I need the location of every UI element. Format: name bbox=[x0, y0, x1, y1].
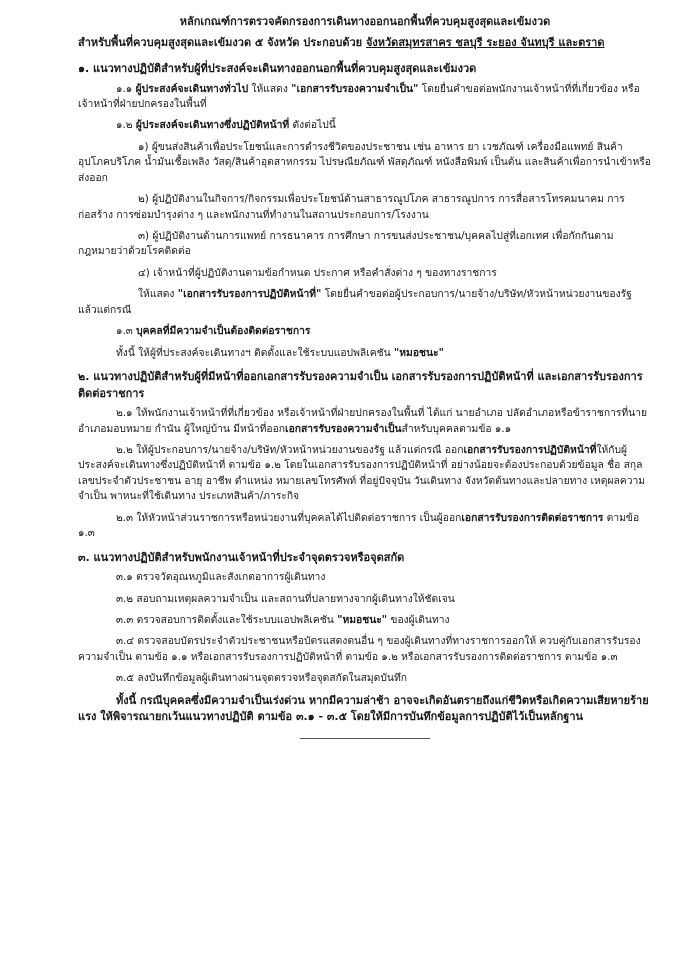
clause-text: ให้กับผู้ประสงค์จะเดินทางซึ่งปฏิบัติหน้าที่ ตามข้อ ๑.๒ โดยในเอกสารรับรองการปฏิบัติหน้าที่ อย่างน้อยจะต้องประกอบด้วยข้อมูล ชื่อ สกุล เลขประจำตัวประชาชน อายุ อาชีพ ตำแหน่ง หมายเลขโทรศัพท์ ที่อยู่ปัจจุบัน วันเดินทาง จังหวัดต้นทางและปลายทาง เหตุผลความจำเป็น พาหนะที่ใช้เดินทาง ประเภทสินค้า/ภาระกิจ bbox=[78, 443, 646, 503]
exception-note: ทั้งนี้ กรณีบุคคลซึ่งมีความจำเป็นเร่งด่วน หากมีความล่าช้า อาจจะเกิดอันตรายถึงแก่ชีวิตหรือเกิดความเสียหายร้ายแรง ให้พิจารณายกเว้นแนวทางปฏิบัติ ตามข้อ ๓.๑ - ๓.๕ โดยให้มีการบันทึกข้อมูลการปฏิบัติไว้เป็นหลักฐาน bbox=[78, 693, 649, 724]
subtitle-provinces: จังหวัดสมุทรสาคร ชลบุรี ระยอง จันทบุรี และตราด bbox=[365, 35, 605, 49]
clause-3-5: ๓.๕ ลงบันทึกข้อมูลผู้เดินทางผ่านจุดตรวจหรือจุดสกัดในสมุดบันทึก bbox=[116, 672, 407, 685]
app-name: "หมอชนะ" bbox=[337, 613, 388, 626]
clause-text: ให้แสดง bbox=[248, 82, 292, 95]
document-name: "เอกสารรับรองการปฏิบัติหน้าที่" bbox=[177, 288, 322, 301]
section-3-heading: ๓. แนวทางปฏิบัติสำหรับพนักงานเจ้าหน้าที่ประจำจุดตรวจหรือจุดสกัด bbox=[78, 550, 405, 564]
clause-text: ๓.๓ ตรวจสอบการติดตั้งและใช้ระบบแอปพลิเคชัน bbox=[116, 613, 338, 626]
clause-3-1: ๓.๑ ตรวจวัดอุณหภูมิและสังเกตอาการผู้เดินทาง bbox=[116, 571, 326, 584]
clause-number: ๑.๓ bbox=[116, 325, 137, 338]
clause-lead: บุคคลที่มีความจำเป็นต้องติดต่อราชการ bbox=[136, 325, 311, 338]
clause-1-1 bbox=[78, 82, 652, 113]
clause-text: โดยยื่นคำขอต่อพนักงานเจ้าหน้าที่ที่เกี่ยวข้อง หรือเจ้าหน้าที่ฝ่ายปกครองในพื้นที่ bbox=[78, 82, 640, 110]
app-requirement bbox=[78, 346, 652, 361]
clause-1-3 bbox=[78, 324, 652, 339]
clause-3-2: ๓.๒ สอบถามเหตุผลความจำเป็น และสถานที่ปลายทางจากผู้เดินทางให้ชัดเจน bbox=[116, 592, 455, 605]
clause-number: ๑.๑ bbox=[116, 82, 136, 95]
clause-text: โดยยื่นคำขอต่อผู้ประกอบการ/นายจ้าง/บริษัท/หัวหน้าหน่วยงานของรัฐ แล้วแต่กรณี bbox=[78, 288, 632, 316]
clause-3-4: ๓.๔ ตรวจสอบบัตรประจำตัวประชาชนหรือบัตรแสดงตนอื่น ๆ ของผู้เดินทางที่ทางราชการออกให้ ควบคู่กับเอกสารรับรองความจำเป็น ตามข้อ ๑.๑ หรือเอกสารรับรองการปฏิบัติหน้าที่ ตามข้อ ๑.๒ หรือเอกสารรับรองการติดต่อราชการ ตามข้อ ๑.๓ bbox=[78, 635, 641, 663]
clause-lead: ผู้ประสงค์จะเดินทางซึ่งปฏิบัติหน้าที่ bbox=[135, 119, 290, 132]
clause-text: ๒.๑ ให้พนักงานเจ้าหน้าที่ที่เกี่ยวข้อง หรือเจ้าหน้าที่ฝ่ายปกครองในพื้นที่ ได้แก่ นายอำเภอ ปลัดอำเภอหรือข้าราชการที่นายอำเภอมอบหมาย กำนัน ผู้ใหญ่บ้าน มีหน้าที่ออก bbox=[78, 407, 648, 435]
clause-2-3 bbox=[78, 511, 652, 542]
clause-lead: ผู้ประสงค์จะเดินทางทั่วไป bbox=[135, 82, 249, 95]
clause-text: ให้แสดง bbox=[138, 288, 178, 301]
section-1-heading: ๑. แนวทางปฏิบัติสำหรับผู้ที่ประสงค์จะเดินทางออกนอกพื้นที่ควบคุมสูงสุดและเข้มงวด bbox=[78, 62, 477, 75]
clause-text: ๒.๒ ให้ผู้ประกอบการ/นายจ้าง/บริษัท/หัวหน้าหน่วยงานของรัฐ แล้วแต่กรณี ออก bbox=[116, 443, 464, 456]
section-2-heading: ๒. แนวทางปฏิบัติสำหรับผู้ที่มีหน้าที่ออกเอกสารรับรองความจำเป็น เอกสารรับรองการปฏิบัติหน้าที่ และเอกสารรับรองการติดต่อราชการ bbox=[78, 370, 643, 400]
document-name: เอกสารรับรองความจำเป็น bbox=[285, 422, 402, 435]
list-item-2: ๒) ผู้ปฏิบัติงานในกิจการ/กิจกรรมเพื่อประโยชน์ด้านสาธารณูปโภค สาธารณูปการ การสื่อสารโทรคมนาคม การก่อสร้าง การซ่อมบำรุงต่าง ๆ และพนักงานที่ทำงานในสถานประกอบการ/โรงงาน bbox=[78, 193, 625, 221]
end-divider bbox=[300, 738, 430, 739]
clause-3-3 bbox=[78, 613, 652, 628]
document-title: หลักเกณฑ์การตรวจคัดกรองการเดินทางออกนอกพื้นที่ควบคุมสูงสุดและเข้มงวด bbox=[179, 15, 551, 28]
clause-2-2 bbox=[78, 443, 652, 505]
document-name: เอกสารรับรองการปฏิบัติหน้าที่ bbox=[463, 443, 597, 456]
clause-text: ตามข้อ ๑.๓ bbox=[78, 511, 640, 540]
clause-2-1 bbox=[78, 406, 652, 437]
clause-text: ทั้งนี้ ให้ผู้ที่ประสงค์จะเดินทางฯ ติดตั้งและใช้ระบบแอปพลิเคชัน bbox=[116, 346, 394, 359]
clause-text: สำหรับบุคคลตามข้อ ๑.๑ bbox=[401, 422, 512, 435]
list-item-4: ๔) เจ้าหน้าที่ผู้ปฏิบัติงานตามข้อกำหนด ประกาศ หรือคำสั่งต่าง ๆ ของทางราชการ bbox=[138, 266, 497, 279]
list-item-3: ๓) ผู้ปฏิบัติงานด้านการแพทย์ การธนาคาร การศึกษา การขนส่งประชาชน/บุคคลไปสู่ที่เอกเทศ เพื่อกักกันตามกฎหมายว่าด้วยโรคติดต่อ bbox=[78, 230, 614, 258]
show-document-instruction bbox=[78, 287, 652, 318]
clause-text: ๒.๓ ให้หัวหน้าส่วนราชการหรือหน่วยงานที่บุคคลได้ไปติดต่อราชการ เป็นผู้ออก bbox=[116, 511, 462, 524]
app-name: "หมอชนะ" bbox=[393, 346, 444, 359]
clause-number: ๑.๒ bbox=[116, 119, 136, 132]
list-item-1: ๑) ผู้ขนส่งสินค้าเพื่อประโยชน์และการดำรงชีวิตของประชาชน เช่น อาหาร ยา เวชภัณฑ์ เครื่องมือแพทย์ สินค้าอุปโภคบริโภค น้ำมันเชื้อเพลิง วัสดุ/สินค้าอุตสาหกรรม ไปรษณียภัณฑ์ พัสดุภัณฑ์ หนังสือพิมพ์ เป็นต้น และสินค้าเพื่อการนำเข้าหรือส่งออก bbox=[78, 140, 651, 184]
document-name: เอกสารรับรองการติดต่อราชการ bbox=[461, 511, 604, 524]
subtitle-text: สำหรับพื้นที่ควบคุมสูงสุดและเข้มงวด ๕ จังหวัด ประกอบด้วย bbox=[78, 35, 366, 49]
document-name: "เอกสารรับรองความจำเป็น" bbox=[291, 82, 419, 95]
clause-1-2 bbox=[78, 118, 652, 133]
clause-text: ของผู้เดินทาง bbox=[387, 613, 450, 626]
clause-text: ดังต่อไปนี้ bbox=[289, 119, 336, 132]
document-subtitle bbox=[78, 35, 652, 52]
